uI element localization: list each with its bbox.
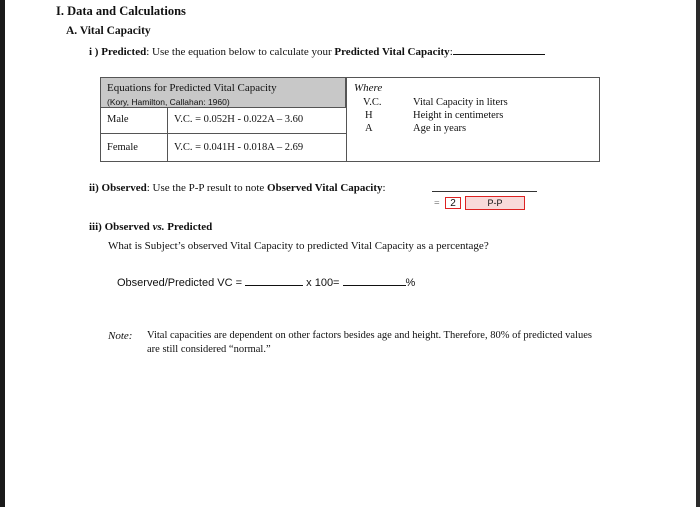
note-colon: : — [128, 330, 133, 342]
part-i-term: Predicted Vital Capacity — [334, 46, 450, 58]
where-label: Where — [354, 82, 383, 94]
legend-meaning: Vital Capacity in liters — [413, 97, 508, 108]
legend-meaning: Height in centimeters — [413, 110, 504, 121]
note-label-text: Note — [108, 330, 129, 342]
formula-middle: x 100= — [303, 277, 343, 289]
part-iii-question: What is Subject’s observed Vital Capacity to predicted Vital Capacity as a percentage? — [108, 240, 489, 252]
page-right-edge — [696, 0, 700, 507]
part-iii-label: iii) Observed — [89, 221, 153, 233]
part-i-instruction — [89, 43, 545, 58]
note-text-line1: Vital capacities are dependent on other factors besides age and height. Therefore, 80% of predicted values — [147, 330, 592, 341]
legend-meaning: Age in years — [413, 123, 467, 134]
legend-symbol: V.C. — [363, 97, 382, 108]
part-i-text: : Use the equation below to calculate your — [146, 46, 335, 58]
part-i-label: i ) Predicted — [89, 46, 147, 58]
pp-reference-number[interactable]: 2 — [445, 197, 461, 209]
percentage-blank[interactable] — [343, 274, 406, 286]
table-header-title: Equations for Predicted Vital Capacity — [107, 82, 277, 94]
table-row-divider — [101, 133, 346, 134]
note-text-line2: are still considered “normal.” — [147, 344, 271, 355]
table-row-equation: V.C. = 0.041H - 0.018A – 2.69 — [174, 142, 304, 153]
legend-symbol: A — [365, 123, 373, 134]
table-row-label: Male — [107, 114, 129, 125]
predicted-vc-blank[interactable] — [453, 43, 545, 55]
ratio-formula — [117, 274, 415, 289]
table-row-label: Female — [107, 142, 138, 153]
subsection-heading: A. Vital Capacity — [66, 25, 151, 37]
observed-vc-blank[interactable] — [432, 191, 537, 192]
part-iii-label-end: Predicted — [164, 221, 213, 233]
pp-equals-sign: = — [434, 198, 440, 209]
section-heading: I. Data and Calculations — [56, 4, 186, 18]
formula-suffix: % — [405, 277, 416, 289]
formula-left: Observed/Predicted VC = — [117, 277, 246, 289]
table-column-divider — [167, 108, 168, 161]
part-ii-colon: : — [382, 182, 386, 194]
ratio-blank[interactable] — [245, 274, 303, 286]
part-i-colon: : — [449, 46, 453, 58]
part-ii-text: : Use the P-P result to note — [146, 182, 268, 194]
pp-reference-box[interactable]: P-P — [465, 196, 525, 210]
part-ii-instruction — [89, 182, 386, 194]
note-label — [108, 330, 132, 342]
page-left-edge — [0, 0, 5, 507]
part-ii-term: Observed Vital Capacity — [267, 182, 383, 194]
table-where-divider — [346, 78, 347, 161]
equations-table — [100, 77, 600, 162]
table-header-source: (Kory, Hamilton, Callahan: 1960) — [107, 97, 230, 107]
part-iii-heading — [89, 221, 212, 233]
table-row-equation: V.C. = 0.052H - 0.022A – 3.60 — [174, 114, 304, 125]
part-ii-label: ii) Observed — [89, 182, 147, 194]
legend-symbol: H — [365, 110, 373, 121]
part-iii-vs: vs. — [152, 221, 165, 233]
